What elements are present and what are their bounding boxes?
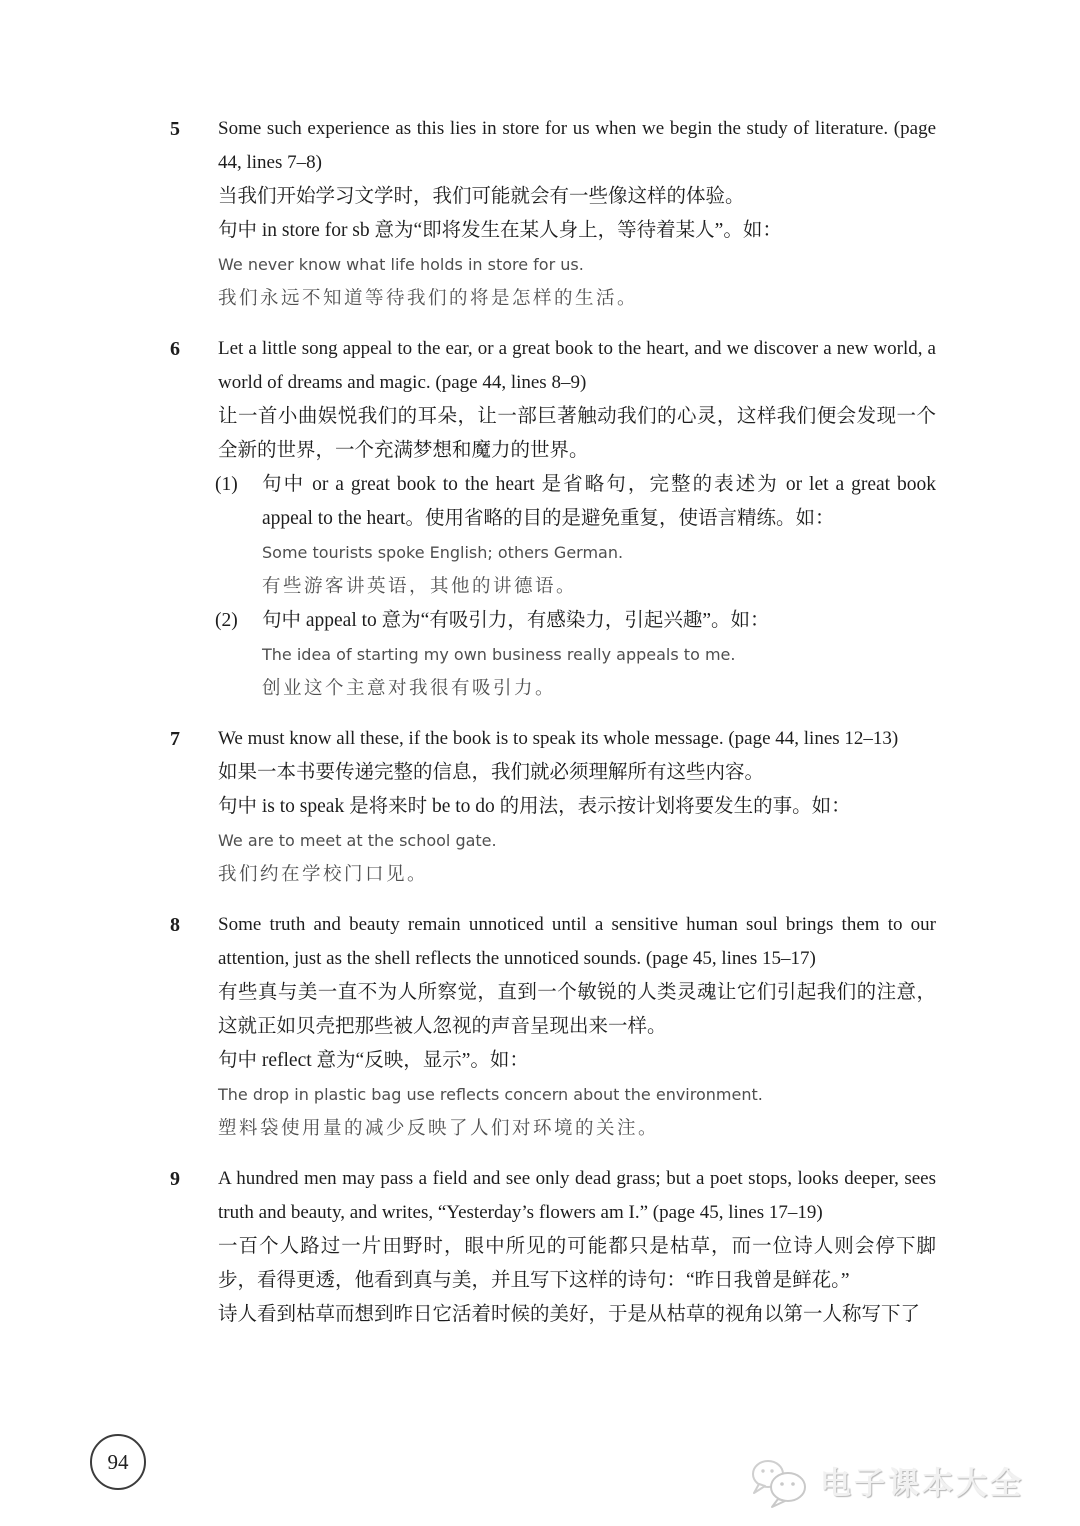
item-number: 7 [170,728,180,750]
watermark-text: 电子课本大全 [820,1465,1024,1501]
items-list [170,112,936,1332]
sub-item [215,604,936,706]
list-item [170,908,936,1146]
explanation-zh: 当我们开始学习文学时，我们可能就会有一些像这样的体验。 [218,186,745,207]
sentence-en: Some such experience as this lies in store for us when we begin the study of literature. (page 44, lines 7–8) [218,118,936,173]
example-translation-zh: 我们永远不知道等待我们的将是怎样的生活。 [218,288,639,309]
item-number: 5 [170,118,180,140]
explanation-zh: 句中 is to speak 是将来时 be to do 的用法，表示按计划将要发生的事。如： [218,796,851,817]
sentence-en: Some truth and beauty remain unnoticed until a sensitive human soul brings them to our attention, just as the shell reflects the unnoticed sounds. (page 45, lines 15–17) [218,914,936,969]
example-translation-zh: 创业这个主意对我很有吸引力。 [262,678,557,699]
list-item [170,722,936,892]
list-item [170,332,936,706]
sentence-en: Let a little song appeal to the ear, or a great book to the heart, and we discover a new world, a world of dreams and magic. (page 44, lines 8–9) [218,338,936,393]
item-number: 6 [170,338,180,360]
example-translation-zh: 我们约在学校门口见。 [218,864,429,885]
explanation-zh: 一百个人路过一片田野时，眼中所见的可能都只是枯草，而一位诗人则会停下脚步，看得更透，他看到真与美，并且写下这样的诗句：“昨日我曾是鲜花。” [218,1236,936,1291]
explanation-zh: 如果一本书要传递完整的信息，我们就必须理解所有这些内容。 [218,762,765,783]
explanation-zh: 让一首小曲娱悦我们的耳朵，让一部巨著触动我们的心灵，这样我们便会发现一个全新的世界，一个充满梦想和魔力的世界。 [218,406,936,461]
example-sentence-en: The idea of starting my own business really appeals to me. [262,645,736,664]
sub-item-marker: (1) [215,474,238,495]
sentence-en: A hundred men may pass a field and see only dead grass; but a poet stops, looks deeper, sees truth and beauty, and writes, “Yesterday’s flowers am I.” (page 45, lines 17–19) [218,1168,936,1223]
example-translation-zh: 塑料袋使用量的减少反映了人们对环境的关注。 [218,1118,660,1139]
wechat-icon [748,1458,810,1508]
list-item [170,112,936,316]
explanation-zh: 诗人看到枯草而想到昨日它活着时候的美好，于是从枯草的视角以第一人称写下了 [218,1304,921,1325]
explanation-zh: 句中 in store for sb 意为“即将发生在某人身上，等待着某人”。如： [218,220,782,241]
example-sentence-en: Some tourists spoke English; others German. [262,543,624,562]
page-number: 94 [107,1449,129,1474]
sub-item [215,468,936,604]
explanation-zh: 句中 or a great book to the heart 是省略句，完整的表述为 or let a great book appeal to the heart。使用省略的目的是避免重复，使语言精练。如： [262,474,936,529]
item-number: 8 [170,914,180,936]
example-translation-zh: 有些游客讲英语，其他的讲德语。 [262,576,578,597]
page-number-badge [90,1434,146,1490]
sentence-en: We must know all these, if the book is to speak its whole message. (page 44, lines 12–13) [218,728,899,749]
list-item [170,1162,936,1332]
sub-item-marker: (2) [215,610,238,631]
document-page [170,112,936,1348]
example-sentence-en: We are to meet at the school gate. [218,831,497,850]
explanation-zh: 句中 appeal to 意为“有吸引力，有感染力，引起兴趣”。如： [262,610,770,631]
watermark [748,1458,1024,1508]
item-number: 9 [170,1168,180,1190]
explanation-zh: 句中 reflect 意为“反映，显示”。如： [218,1050,529,1071]
example-sentence-en: We never know what life holds in store for us. [218,255,584,274]
explanation-zh: 有些真与美一直不为人所察觉，直到一个敏锐的人类灵魂让它们引起我们的注意，这就正如贝壳把那些被人忽视的声音呈现出来一样。 [218,982,936,1037]
example-sentence-en: The drop in plastic bag use reflects concern about the environment. [218,1085,763,1104]
